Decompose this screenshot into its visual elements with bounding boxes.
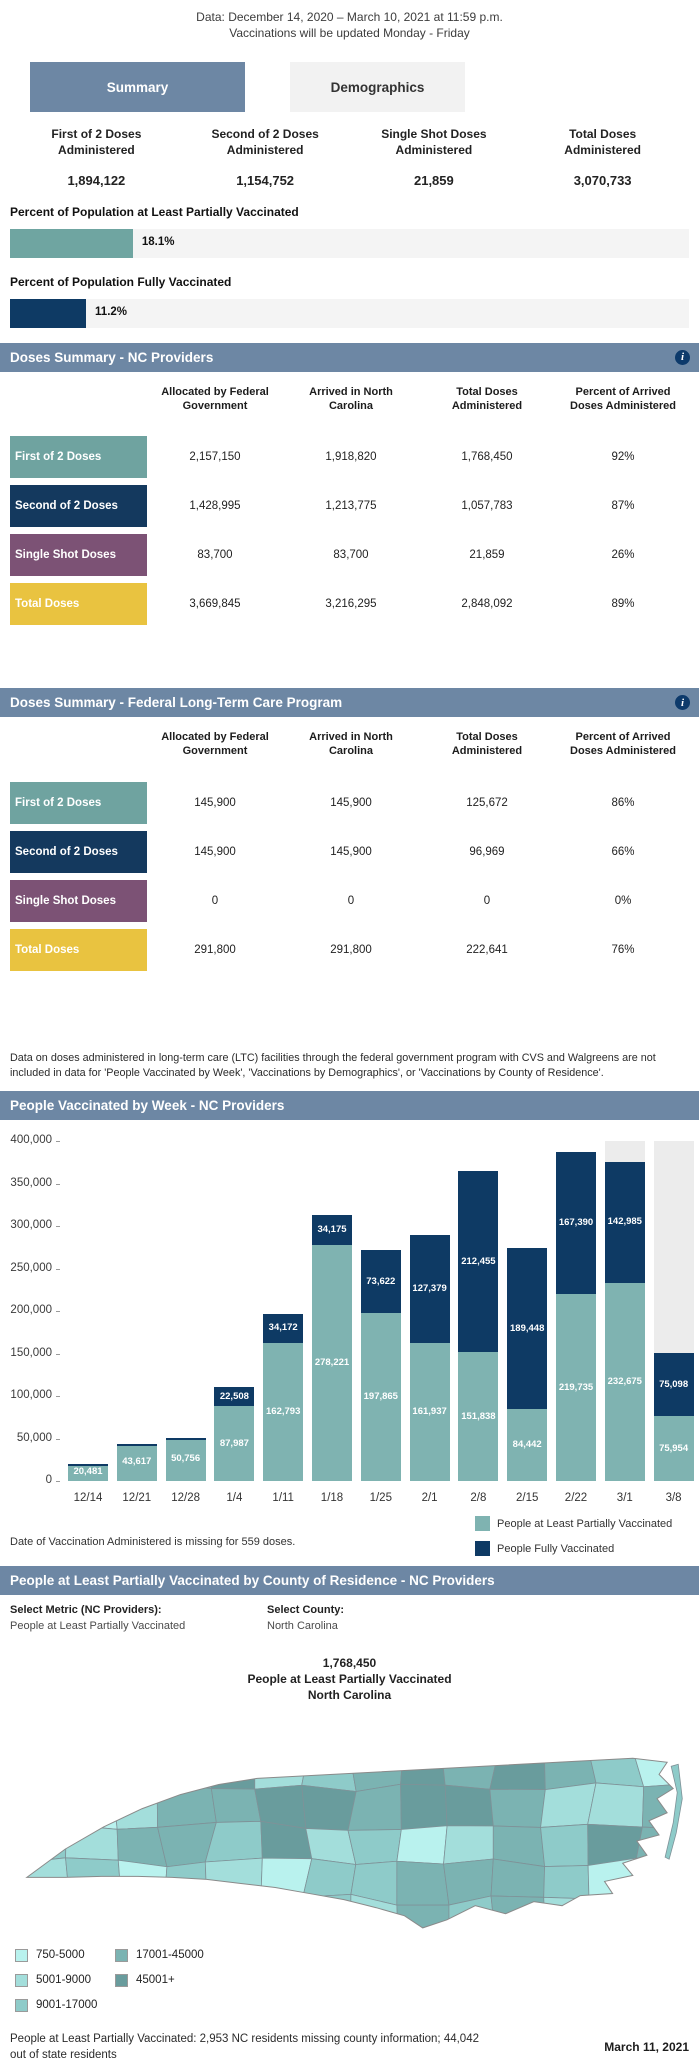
- x-axis-label: 12/14: [73, 1492, 103, 1505]
- bar-value-label: 189,448: [510, 1322, 545, 1334]
- map-controls: [10, 1604, 689, 1632]
- county-shape[interactable]: [489, 1789, 544, 1827]
- table-cell: 86%: [611, 796, 635, 809]
- table-cell: 92%: [611, 451, 635, 464]
- table-cell: 2,848,092: [461, 598, 513, 611]
- map-legend-swatch: [15, 1999, 28, 2012]
- stat-tile: [518, 127, 687, 187]
- county-shape[interactable]: [301, 1785, 355, 1830]
- stat-label: First of 2 Doses Administered: [51, 127, 142, 157]
- map-legend-label: 9001-17000: [36, 1999, 98, 2012]
- table-cell: 0: [347, 894, 355, 907]
- county-shape[interactable]: [16, 1819, 66, 1862]
- county-shape[interactable]: [260, 1858, 311, 1902]
- update-schedule-line: Vaccinations will be updated Monday - Friday: [229, 26, 470, 41]
- legend-swatch: [475, 1516, 490, 1531]
- column-header: Total Doses Administered: [451, 731, 523, 758]
- y-axis-tick-label: 50,000: [16, 1431, 52, 1444]
- county-shape[interactable]: [543, 1865, 588, 1898]
- table-cell: 145,900: [330, 796, 372, 809]
- table-cell: 83,700: [197, 549, 233, 562]
- bar-value-label: 34,175: [317, 1224, 347, 1236]
- table-cell: 222,641: [466, 943, 508, 956]
- bar-value-label: 197,865: [363, 1390, 398, 1402]
- stat-tile: [12, 127, 181, 187]
- bar-value-label: 278,221: [314, 1356, 350, 1368]
- x-axis-label: 2/22: [564, 1492, 588, 1505]
- table-cell: 0: [211, 894, 219, 907]
- table-cell: 76%: [611, 943, 635, 956]
- map-legend-item[interactable]: [15, 1999, 97, 2012]
- county-shape[interactable]: [348, 1829, 401, 1864]
- x-axis-label: 2/1: [421, 1492, 438, 1505]
- map-legend-item[interactable]: [115, 1949, 204, 1962]
- table-cell: 66%: [611, 845, 635, 858]
- stat-value: 1,154,752: [236, 172, 295, 188]
- bar-value-label: 151,838: [461, 1410, 496, 1422]
- county-shape[interactable]: [66, 1787, 117, 1829]
- x-axis-label: 2/8: [470, 1492, 487, 1505]
- section-header-weekly-chart: [0, 1091, 699, 1120]
- row-label: Total Doses: [10, 929, 147, 971]
- county-shape[interactable]: [16, 1857, 70, 1903]
- county-shape[interactable]: [445, 1785, 493, 1826]
- section-header-doses-nc: [0, 343, 699, 372]
- county-shape[interactable]: [68, 1896, 121, 1938]
- bar-value-label: 20,481: [73, 1466, 103, 1478]
- y-axis-tick-label: 150,000: [10, 1346, 52, 1359]
- map-legend-item[interactable]: [115, 1974, 175, 1987]
- progress-track: [10, 299, 689, 328]
- bar-incomplete-week-ghost: [654, 1141, 694, 1353]
- county-shape[interactable]: [65, 1857, 121, 1903]
- county-shape[interactable]: [636, 1858, 684, 1902]
- county-shape[interactable]: [116, 1896, 164, 1938]
- stat-value: 1,894,122: [67, 172, 126, 188]
- table-cell: 96,969: [469, 845, 505, 858]
- stat-label: Second of 2 Doses Administered: [211, 127, 319, 157]
- county-shape[interactable]: [16, 1902, 70, 1938]
- county-shape[interactable]: [396, 1825, 446, 1863]
- county-shape[interactable]: [301, 1748, 355, 1791]
- progress-value: 11.2%: [95, 305, 128, 318]
- bar-value-label: 232,675: [607, 1376, 642, 1388]
- y-axis-tick: [56, 1226, 60, 1227]
- nc-map-svg: [16, 1736, 684, 1938]
- headline-metric: People at Least Partially Vaccinated: [247, 1672, 452, 1687]
- metric-select-label: Select Metric (NC Providers):: [10, 1604, 162, 1617]
- map-legend-swatch: [115, 1949, 128, 1962]
- table-cell: 2,157,150: [189, 451, 241, 464]
- y-axis-tick-label: 250,000: [10, 1261, 52, 1274]
- table-cell: 291,800: [194, 943, 236, 956]
- map-legend-label: 17001-45000: [136, 1949, 204, 1962]
- tab-summary[interactable]: Summary: [30, 62, 245, 112]
- info-icon[interactable]: i: [675, 695, 690, 710]
- bar-value-label: 219,735: [558, 1381, 594, 1393]
- headline-value: 1,768,450: [322, 1656, 377, 1671]
- county-shape[interactable]: [301, 1894, 351, 1938]
- x-axis-label: 3/8: [665, 1492, 682, 1505]
- summary-stats: [0, 127, 699, 187]
- progress-fill: [10, 229, 133, 258]
- county-shape[interactable]: [543, 1897, 594, 1938]
- y-axis-tick: [56, 1481, 60, 1482]
- map-legend-item[interactable]: [15, 1974, 91, 1987]
- table-cell: 1,918,820: [325, 451, 377, 464]
- chart-legend-item[interactable]: [475, 1541, 614, 1556]
- county-shape[interactable]: [211, 1788, 260, 1822]
- county-shape[interactable]: [396, 1905, 448, 1934]
- map-legend-label: 750-5000: [36, 1949, 85, 1962]
- x-axis-label: 1/11: [272, 1492, 294, 1505]
- bar-value-label: 22,508: [219, 1390, 249, 1402]
- y-axis-tick: [56, 1439, 60, 1440]
- county-shape[interactable]: [211, 1749, 254, 1788]
- x-axis-label: 1/25: [369, 1492, 392, 1505]
- page-footer: [10, 2031, 689, 2063]
- bar-value-label: 75,098: [659, 1378, 689, 1390]
- section-title: Doses Summary - Federal Long-Term Care Program: [10, 695, 343, 711]
- corner-cell: [10, 381, 147, 430]
- y-axis-tick-label: 200,000: [10, 1304, 52, 1317]
- partially-vaccinated-progress: [10, 205, 689, 258]
- date-range-line: Data: December 14, 2020 – March 10, 2021 at 11:59 p.m.: [196, 10, 503, 24]
- table-cell: 3,669,845: [189, 598, 241, 611]
- legend-swatch: [475, 1541, 490, 1556]
- table-cell: 89%: [611, 598, 635, 611]
- x-axis-label: 3/1: [616, 1492, 633, 1505]
- metric-select-value[interactable]: People at Least Partially Vaccinated: [10, 1620, 186, 1633]
- progress-label: Percent of Population at Least Partially Vaccinated: [10, 204, 299, 219]
- table-cell: 1,057,783: [461, 500, 513, 513]
- map-legend-label: 5001-9000: [36, 1974, 91, 1987]
- y-axis-tick-label: 100,000: [10, 1389, 52, 1402]
- map-legend-swatch: [115, 1974, 128, 1987]
- y-axis-tick: [56, 1184, 60, 1185]
- doses-table-nc-providers: [0, 372, 699, 626]
- county-shape[interactable]: [157, 1782, 216, 1827]
- table-cell: 291,800: [330, 943, 372, 956]
- stat-tile: [350, 127, 519, 187]
- column-header: Percent of Arrived Doses Administered: [570, 731, 676, 758]
- bar-value-label: 75,954: [659, 1442, 689, 1454]
- county-shape[interactable]: [443, 1825, 493, 1863]
- column-header: Arrived in North Carolina: [309, 385, 393, 412]
- metric-select: [10, 1604, 265, 1632]
- y-axis-tick: [56, 1141, 60, 1142]
- county-select-value[interactable]: North Carolina: [267, 1620, 338, 1633]
- county-shape[interactable]: [260, 1897, 303, 1938]
- chart-legend-item[interactable]: [475, 1516, 672, 1531]
- county-shape[interactable]: [633, 1897, 684, 1937]
- county-shape[interactable]: [544, 1745, 596, 1790]
- progress-track: [10, 229, 689, 258]
- map-legend-item[interactable]: [15, 1949, 85, 1962]
- county-shape[interactable]: [65, 1824, 118, 1859]
- missing-doses-note: Date of Vaccination Administered is missing for 559 doses.: [10, 1536, 296, 1549]
- x-axis-label: 1/18: [320, 1492, 344, 1505]
- county-shape[interactable]: [118, 1860, 167, 1899]
- table-cell: 87%: [611, 500, 635, 513]
- view-tabs: [30, 62, 699, 112]
- map-headline: [0, 1655, 699, 1704]
- county-shape[interactable]: [587, 1745, 643, 1786]
- table-cell: 0: [483, 894, 491, 907]
- county-shape[interactable]: [302, 1858, 355, 1896]
- table-cell: 0%: [614, 894, 632, 907]
- map-legend-swatch: [15, 1949, 28, 1962]
- county-shape[interactable]: [587, 1783, 643, 1827]
- outer-banks-island[interactable]: [665, 1764, 682, 1859]
- table-cell: 145,900: [194, 845, 236, 858]
- bar-incomplete-week-ghost: [605, 1141, 645, 1162]
- section-title: People at Least Partially Vaccinated by County of Residence - NC Providers: [10, 1573, 495, 1589]
- progress-label: Percent of Population Fully Vaccinated: [10, 274, 232, 289]
- y-axis-tick-label: 350,000: [10, 1176, 52, 1189]
- county-shape[interactable]: [400, 1749, 445, 1784]
- county-shape[interactable]: [348, 1784, 401, 1830]
- doses-table-ltc-program: [0, 717, 699, 971]
- y-axis-tick: [56, 1396, 60, 1397]
- section-header-county-map: [0, 1566, 699, 1595]
- legend-label: People at Least Partially Vaccinated: [497, 1517, 673, 1530]
- progress-value: 18.1%: [141, 235, 175, 248]
- county-select: [267, 1604, 522, 1632]
- nc-county-map: [0, 1736, 699, 1943]
- county-shape[interactable]: [157, 1749, 215, 1788]
- section-header-doses-ltc: [0, 688, 699, 717]
- x-axis-label: 1/4: [226, 1492, 243, 1505]
- bar-value-label: 84,442: [512, 1439, 542, 1451]
- county-shape[interactable]: [636, 1827, 684, 1861]
- column-header: Total Doses Administered: [451, 385, 523, 412]
- y-axis-tick: [56, 1311, 60, 1312]
- legend-label: People Fully Vaccinated: [497, 1542, 615, 1555]
- fully-vaccinated-progress: [10, 275, 689, 328]
- weekly-vaccination-chart: [0, 1120, 699, 1562]
- section-title: Doses Summary - NC Providers: [10, 349, 214, 365]
- map-legend: [15, 1949, 699, 2021]
- county-shape[interactable]: [68, 1750, 113, 1791]
- bar-value-label: 87,987: [219, 1437, 249, 1449]
- bar-value-label: 167,390: [558, 1217, 594, 1229]
- table-cell: 1,428,995: [189, 500, 241, 513]
- bar-value-label: 34,172: [268, 1322, 298, 1334]
- bar-value-label: 127,379: [412, 1283, 447, 1295]
- headline-region: North Carolina: [307, 1688, 392, 1703]
- county-shape[interactable]: [111, 1750, 160, 1787]
- table-cell: 145,900: [330, 845, 372, 858]
- county-shape[interactable]: [540, 1783, 595, 1827]
- row-label: Single Shot Doses: [10, 534, 147, 576]
- bar-value-label: 162,793: [266, 1405, 301, 1417]
- y-axis-tick: [56, 1269, 60, 1270]
- stat-tile: [181, 127, 350, 187]
- county-shape[interactable]: [16, 1749, 72, 1791]
- y-axis-tick-label: 0: [45, 1474, 52, 1487]
- row-label: Second of 2 Doses: [10, 831, 147, 873]
- data-date-range: [0, 0, 699, 41]
- column-header: Allocated by Federal Government: [161, 385, 269, 412]
- county-footnote: People at Least Partially Vaccinated: 2,953 NC residents missing county information; 44,042 out of state residents: [10, 2032, 479, 2061]
- stat-label: Total Doses Administered: [564, 127, 641, 157]
- county-shape[interactable]: [489, 1745, 544, 1790]
- county-shape[interactable]: [396, 1861, 448, 1905]
- row-label: Total Doses: [10, 583, 147, 625]
- corner-cell: [10, 726, 147, 775]
- bar-value-label: 142,985: [607, 1216, 642, 1228]
- column-header: Allocated by Federal Government: [161, 731, 269, 758]
- table-cell: 83,700: [333, 549, 369, 562]
- info-icon[interactable]: i: [675, 350, 690, 365]
- county-shape[interactable]: [254, 1748, 308, 1789]
- table-cell: 1,213,775: [325, 500, 377, 513]
- as-of-date: March 11, 2021: [604, 2039, 689, 2054]
- county-shape[interactable]: [164, 1862, 206, 1900]
- ltc-data-note: Data on doses administered in long-term care (LTC) facilities through the federal government program with CVS and Walgreens are not included in data for 'People Vaccinated by Week', 'Vaccinations by Demographics', or 'Vaccinations by County of Residence'.: [10, 1051, 656, 1080]
- stat-value: 3,070,733: [573, 172, 632, 188]
- table-cell: 3,216,295: [325, 598, 377, 611]
- bar-value-label: 212,455: [461, 1255, 496, 1267]
- bar-value-label: 73,622: [366, 1275, 396, 1287]
- county-select-label: Select County:: [267, 1604, 345, 1617]
- map-legend-label: 45001+: [136, 1974, 175, 1987]
- table-cell: 21,859: [469, 549, 505, 562]
- county-shape[interactable]: [159, 1894, 207, 1934]
- table-cell: 145,900: [194, 796, 236, 809]
- county-shape[interactable]: [540, 1824, 588, 1866]
- y-axis-tick: [56, 1354, 60, 1355]
- table-cell: 125,672: [466, 796, 508, 809]
- row-label: Second of 2 Doses: [10, 485, 147, 527]
- county-shape[interactable]: [400, 1784, 446, 1829]
- y-axis-tick-label: 300,000: [10, 1219, 52, 1232]
- x-axis-label: 2/15: [515, 1492, 539, 1505]
- bar-value-label: 161,937: [412, 1406, 447, 1418]
- table-cell: 26%: [611, 549, 635, 562]
- map-legend-swatch: [15, 1974, 28, 1987]
- column-header: Arrived in North Carolina: [309, 731, 393, 758]
- progress-fill: [10, 299, 86, 328]
- row-label: First of 2 Doses: [10, 782, 147, 824]
- bar-value-label: 50,756: [171, 1453, 201, 1465]
- tab-demographics[interactable]: Demographics: [290, 62, 465, 112]
- x-axis-label: 12/21: [122, 1492, 152, 1505]
- section-title: People Vaccinated by Week - NC Providers: [10, 1098, 285, 1114]
- bar-value-label: 43,617: [122, 1456, 152, 1468]
- column-header: Percent of Arrived Doses Administered: [570, 385, 676, 412]
- county-shape[interactable]: [16, 1791, 68, 1825]
- stat-label: Single Shot Doses Administered: [381, 127, 487, 157]
- stat-value: 21,859: [413, 172, 454, 188]
- row-label: First of 2 Doses: [10, 436, 147, 478]
- county-shape[interactable]: [588, 1898, 636, 1937]
- x-axis-label: 12/28: [171, 1492, 200, 1505]
- y-axis-tick-label: 400,000: [10, 1134, 52, 1147]
- county-shape[interactable]: [206, 1894, 260, 1934]
- table-cell: 1,768,450: [461, 451, 513, 464]
- row-label: Single Shot Doses: [10, 880, 147, 922]
